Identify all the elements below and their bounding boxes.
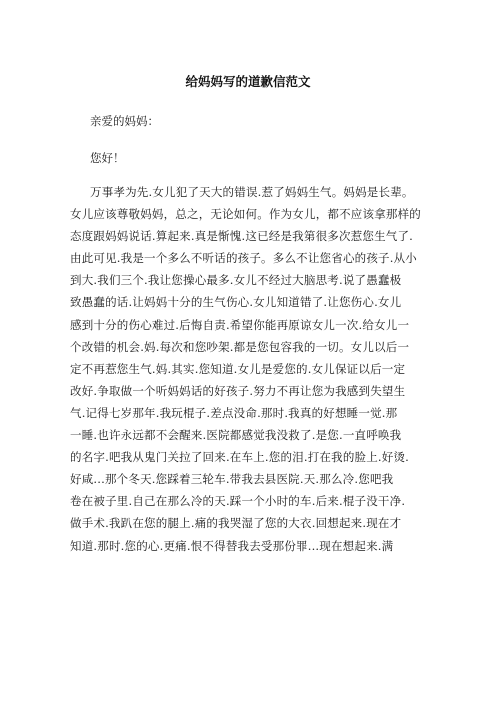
- body-line: 知道.那时.您的心.更痛.恨不得替我去受那份罪...现在想起来.满: [70, 538, 394, 553]
- letter-greeting: 您好！: [90, 151, 125, 165]
- letter-body: [70, 181, 430, 557]
- body-line: 好咸...那个冬天.您踩着三轮车.带我去县医院.天.那么冷.您吧我: [70, 472, 394, 487]
- body-line: 定不再惹您生气.妈.其实.您知道.女儿是爱您的.女儿保证以后一定: [70, 361, 406, 376]
- body-line: 做手术.我趴在您的腿上.痛的我哭湿了您的大衣.回想起来.现在才: [70, 516, 402, 531]
- body-line: 改好.争取做一个听妈妈话的好孩子.努力不再让您为我感到失望生: [70, 383, 406, 398]
- body-line: 一睡.也许永远都不会醒来.医院都感觉我没救了.是您.一直呼唤我: [70, 428, 402, 443]
- body-line: 万事孝为先.女儿犯了天大的错误.惹了妈妈生气。妈妈是长辈。: [90, 185, 414, 199]
- body-line: 女儿应该尊敬妈妈，总之，无论如何。作为女儿，都不应该拿那样的: [70, 207, 421, 222]
- body-line: 个改错的机会.妈.每次和您吵架.都是您包容我的一切。女儿以后一: [70, 339, 410, 354]
- body-line: 到大.我们三个.我让您操心最多.女儿不经过大脑思考.说了愚蠢极: [70, 273, 402, 288]
- letter-salutation: 亲爱的妈妈：: [90, 114, 159, 128]
- document-title: 给妈妈写的道歉信范文: [185, 74, 311, 89]
- body-line: 致愚蠢的话.让妈妈十分的生气伤心.女儿知道错了.让您伤心.女儿: [70, 295, 402, 310]
- body-line: 感到十分的伤心难过.后悔自责.希望你能再原谅女儿一次.给女儿一: [70, 317, 410, 332]
- body-line: 卷在被子里.自己在那么冷的天.踩一个小时的车.后来.棍子没干净.: [70, 494, 406, 509]
- body-line: 的名字.吧我从鬼门关拉了回来.在车上.您的泪.打在我的脸上.好烫.: [70, 450, 410, 465]
- body-line: 由此可见.我是一个多么不听话的孩子。多么不让您省心的孩子.从小: [70, 251, 418, 266]
- body-line: 气.记得七岁那年.我玩棍子.差点没命.那时.我真的好想睡一觉.那: [70, 405, 398, 420]
- body-line: 态度跟妈妈说话.算起来.真是惭愧.这已经是我第很多次惹您生气了.: [70, 229, 414, 244]
